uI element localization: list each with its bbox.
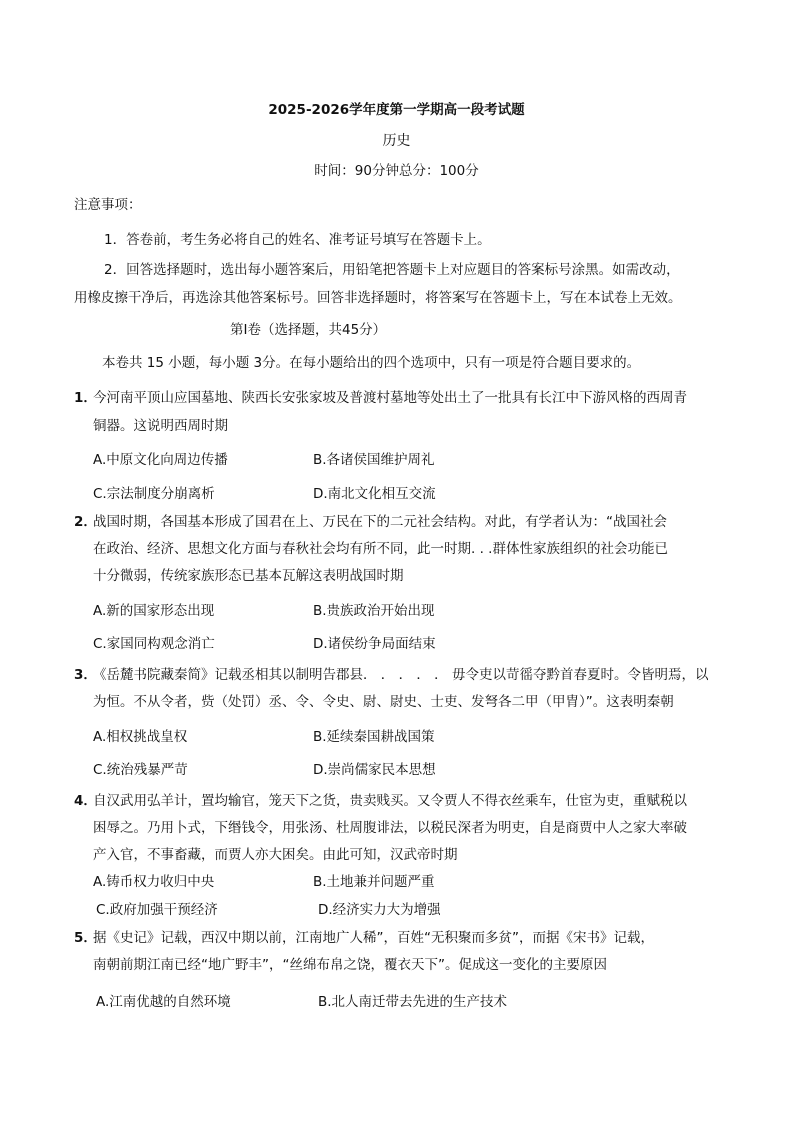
notice-item-1: 1．答卷前，考生务必将自己的姓名、准考证号填写在答题卡上。	[104, 232, 491, 248]
question-number: 1．	[74, 390, 97, 406]
question-number: 2．	[74, 514, 97, 530]
question-text-line: 十分微弱，传统家族形态已基本瓦解这表明战国时期	[93, 568, 404, 584]
question-text-line: 今河南平顶山应国墓地、陕西长安张家坡及普渡村墓地等处出土了一批具有长江中下游风格的西周青	[93, 390, 687, 406]
question-text-line: 战国时期，各国基本形成了国君在上、万民在下的二元社会结构。对此，有学者认为：“战国社会	[93, 514, 667, 530]
option-b: B.各诸侯国维护周礼	[313, 452, 435, 468]
question-text-line: 自汉武用弘羊计，置均输官，笼天下之货，贵卖贱买。又令贾人不得衣丝乘车，仕宦为吏，重赋税以	[93, 793, 687, 809]
time-info: 时间：90分钟总分：100分	[314, 163, 479, 179]
option-b: B.土地兼并问题严重	[313, 874, 435, 890]
option-c: C.政府加强干预经济	[96, 902, 218, 918]
subject-title: 历史	[382, 133, 411, 149]
question-text-line: 困辱之。乃用卜式，下缗钱令，用张汤、杜周腹诽法，以税民深者为明吏，自是商贾中人之家大率破	[93, 820, 687, 836]
question-number: 5．	[74, 930, 97, 946]
notice-heading: 注意事项：	[74, 197, 142, 213]
question-text-line: 产入官，不事畜藏，而贾人亦大困矣。由此可知，汉武帝时期	[93, 847, 458, 863]
option-a: A.江南优越的自然环境	[96, 994, 231, 1010]
notice-item-2-line-1: 2．回答选择题时，选出每小题答案后，用铅笔把答题卡上对应题目的答案标号涂黑。如需改动，	[104, 262, 680, 278]
question-text-line: 为恒。不从令者，赀（处罚）丞、令、令史、尉、尉史、士吏、发弩各二甲（甲胄）”。这表明秦朝	[93, 694, 674, 710]
question-text-line: 《岳麓书院藏秦简》记载丞相其以制明告郡县． ． ． ． ． 毋令吏以苛徭夺黔首春夏时。令皆明焉，以	[93, 667, 709, 683]
question-number: 3．	[74, 667, 97, 683]
question-text-line: 据《史记》记载，西汉中期以前，江南地广人稀”，百姓“无积聚而多贫”，而据《宋书》记载，	[93, 930, 654, 946]
option-d: D.崇尚儒家民本思想	[313, 762, 436, 778]
section-instruction: 本卷共 15 小题，每小题 3分。在每小题给出的四个选项中，只有一项是符合题目要求的。	[102, 355, 641, 371]
option-a: A.中原文化向周边传播	[93, 452, 228, 468]
option-d: D.经济实力大为增强	[318, 902, 441, 918]
option-c: C.宗法制度分崩离析	[93, 486, 215, 502]
option-a: A.铸币权力收归中央	[93, 874, 215, 890]
question-text-line: 南朝前期江南已经“地广野丰”，“丝绵布帛之饶，覆衣天下”。促成这一变化的主要原因	[93, 957, 607, 973]
exam-title: 2025-2026学年度第一学期高一段考试题	[268, 102, 525, 118]
option-a: A.新的国家形态出现	[93, 603, 215, 619]
question-text-line: 铜器。这说明西周时期	[93, 418, 228, 434]
option-c: C.家国同构观念消亡	[93, 636, 215, 652]
notice-item-2-line-2: 用橡皮擦干净后，再选涂其他答案标号。回答非选择题时，将答案写在答题卡上，写在本试卷上无效。	[74, 290, 682, 306]
section-title: 第Ⅰ卷（选择题，共45分）	[230, 322, 387, 338]
option-b: B.贵族政治开始出现	[313, 603, 435, 619]
option-d: D.南北文化相互交流	[313, 486, 436, 502]
option-b: B.延续秦国耕战国策	[313, 729, 435, 745]
option-d: D.诸侯纷争局面结束	[313, 636, 436, 652]
question-number: 4．	[74, 793, 97, 809]
option-a: A.相权挑战皇权	[93, 729, 188, 745]
option-b: B.北人南迁带去先进的生产技术	[318, 994, 508, 1010]
question-text-line: 在政治、经济、思想文化方面与春秋社会均有所不同，此一时期. . .群体性家族组织的社会功能已	[93, 541, 668, 557]
option-c: C.统治残暴严苛	[93, 762, 188, 778]
